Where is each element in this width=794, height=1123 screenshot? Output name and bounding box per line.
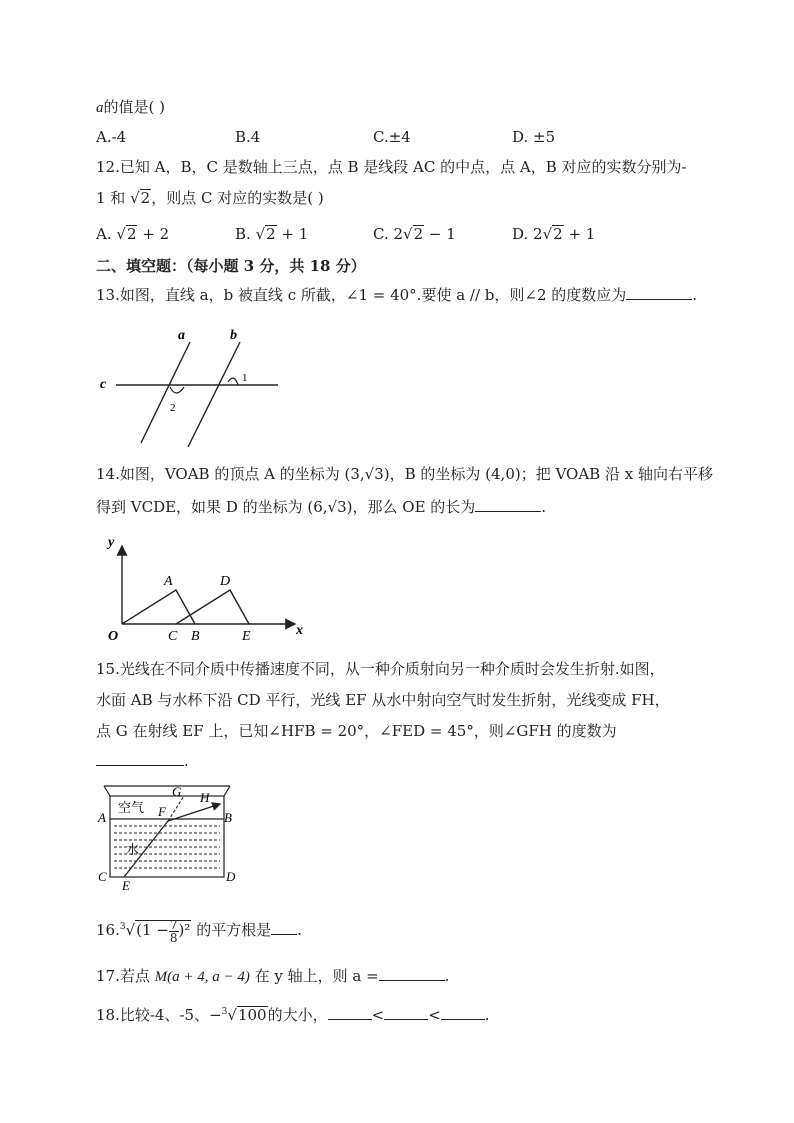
q17-point: M(a + 4, a − 4) [154,969,250,985]
q15-label-b: B [224,810,232,825]
q11-option-b: B.4 [235,128,261,146]
q15-label-air: 空气 [118,800,145,815]
q14-label-y: y [108,535,115,550]
q15-label-c: C [98,869,107,884]
q12-line1: 12.已知 A，B，C 是数轴上三点，点 B 是线段 AC 的中点，点 A，B 对应的实数分别为- [96,158,687,176]
q15-label-water: 水 [126,842,140,857]
q13-label-c: c [100,377,107,392]
q14-label-c: C [168,629,178,644]
q11-var: a [96,100,104,116]
section-title: 二、填空题：（每小题 3 分，共 18 分） [96,257,366,275]
q17-blank [379,966,445,981]
q15-blank [96,751,184,766]
q14-line2: 得到 VCDE，如果 D 的坐标为 (6,√3)，那么 OE 的长为 . [96,498,547,516]
q11-option-c: C.±4 [373,128,411,146]
q14-blank [475,497,541,512]
q11-option-d: D. ±5 [512,128,556,146]
q12-option-a: A. √2 + 2 [96,225,170,243]
q17-text: 17.若点 M(a + 4, a − 4) 在 y 轴上，则 a = . [96,967,450,985]
q15-label-e: E [122,878,130,892]
q16-blank [271,920,297,935]
q11-option-a: A.-4 [96,128,127,146]
q15-line2: 水面 AB 与水杯下沿 CD 平行，光线 EF 从水中射向空气时发生折射，光线变成 FH， [96,691,670,709]
q13-label-1: 1 [242,372,248,384]
q12-option-c: C. 2√2 − 1 [373,225,456,243]
q12-line2: 1 和 √2，则点 C 对应的实数是( ) [96,189,324,207]
q13-label-a: a [178,328,185,343]
q16-text: 16.$^3$√(1 − $\frac{7}{8}$ )² 的平方根是 . [96,917,302,945]
q18-text: 18.比较-4、-5、−$^3$√100的大小， < < . [96,1006,490,1024]
q16-fraction: $\frac{7}{8}$ [169,917,178,945]
q15-label-h: H [200,790,210,805]
q15-figure [96,782,246,892]
q14-label-o: O [108,629,119,644]
q15-line3: 点 G 在射线 EF 上，已知∠HFB = 20°，∠FED = 45°，则∠GFH 的度数为 [96,722,617,740]
q18-blank-1 [328,1005,372,1020]
q13-figure [98,325,288,450]
q11-stem: a的值是( ) [96,98,165,116]
q13-label-b: b [230,328,237,343]
q15-label-d: D [226,869,236,884]
q14-label-x: x [296,623,303,638]
q13-blank [626,285,692,300]
q13-text: 13.如图，直线 a，b 被直线 c 所截，∠1 = 40°.要使 a // b，则∠2 的度数应为 . [96,286,698,304]
q15-label-a: A [98,810,106,825]
q18-blank-3 [441,1005,485,1020]
q15-label-g: G [172,784,182,799]
q14-label-d: D [220,574,231,589]
q15-label-f: F [158,804,166,819]
q14-label-a: A [164,574,173,589]
q15-answer-line: . [96,751,189,771]
q12-option-b: B. √2 + 1 [235,225,309,243]
q15-line1: 15.光线在不同介质中传播速度不同，从一种介质射向另一种介质时会发生折射.如图， [96,660,665,678]
q14-line1: 14.如图，VOAB 的顶点 A 的坐标为 (3,√3)，B 的坐标为 (4,0)；把 VOAB 沿 x 轴向右平移 [96,465,713,483]
q18-blank-2 [384,1005,428,1020]
q14-label-e: E [242,629,251,644]
q12-option-d: D. 2√2 + 1 [512,225,596,243]
q13-label-2: 2 [170,402,176,414]
q14-label-b: B [191,629,200,644]
q14-figure [100,532,310,644]
